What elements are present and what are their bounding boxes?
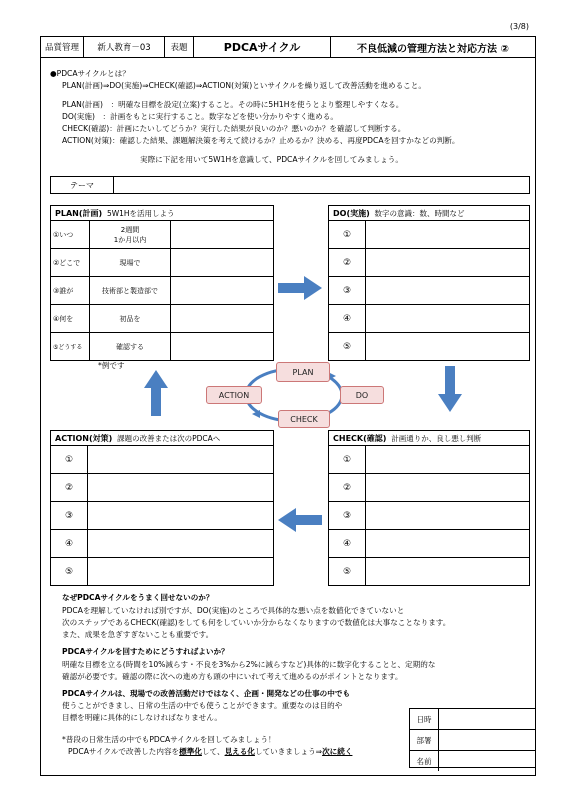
stamp-dept-input[interactable] [439,730,535,750]
tip2-heading: PDCAサイクルを回すためにどうすればよいか？ [62,647,229,656]
check-subtitle: 計画通りか、良し悪し判断 [391,433,482,443]
row-key: ③誰が [51,277,90,305]
table-row [329,277,530,305]
row-input[interactable] [171,277,274,305]
arrow-up-icon [144,370,168,416]
row-input[interactable] [366,502,530,530]
check-title: CHECK(確認) [333,433,387,443]
row-input[interactable] [366,474,530,502]
table-row [329,305,530,333]
stamp-date-label: 日時 [410,709,439,729]
table-row [51,305,274,333]
row-number: ② [329,474,366,502]
cycle-plan: PLAN [276,362,330,382]
plan-definition: PLAN(計画) ：明確な目標を設定(立案)すること。その時に5H1Hを使うとより整理しやすくなる。 [62,100,404,109]
stamp-date-input[interactable] [439,709,535,729]
table-row [51,249,274,277]
row-number: ② [51,474,88,502]
row-number: ⑤ [51,558,88,586]
do-subtitle: 数字の意識：数、時間など [374,208,465,218]
action-definition: ACTION(対策)：確認した結果、課題解決策を考えて続けるか？止めるか？決める、再度PDCAを回すかなどの判断。 [62,136,460,145]
table-row [51,277,274,305]
table-row [51,474,274,502]
row-input[interactable] [366,221,530,249]
footer-note: *普段の日常生活の中でもPDCAサイクルを回してみましょう！ [62,735,276,744]
tip1-text: 次のステップであるCHECK(確認)をしても何をしていいか分からなくなりますので数値化は大事なことなります。 [62,618,451,627]
row-key: ②どこで [51,249,90,277]
plan-table [50,205,274,361]
table-row [329,502,530,530]
category-cell: 品質管理 [41,37,84,57]
row-input[interactable] [171,333,274,361]
theme-input[interactable] [114,177,529,193]
row-input[interactable] [171,221,274,249]
row-number: ② [329,249,366,277]
plan-subtitle: 5W1Hを活用しよう [106,208,175,218]
row-number: ⑤ [329,333,366,361]
check-definition: CHECK(確認)：計画にたいしてどうか？実行した結果が良いのか？悪いのか？を確認して判断する。 [62,124,406,133]
page-title: PDCAサイクル [194,37,331,57]
action-subtitle: 課題の改善または次のPDCAへ [117,433,221,443]
row-number: ① [329,221,366,249]
table-row [329,558,530,586]
table-row [51,333,274,361]
page-number: (3/8) [509,22,529,31]
row-number: ① [329,446,366,474]
row-number: ③ [329,502,366,530]
do-definition: DO(実施) ：計画をもとに実行すること。数字などを使い分かりやすく進める。 [62,112,338,121]
row-input[interactable] [366,277,530,305]
stamp-name-label: 名前 [410,751,439,771]
footer-text: していきましょう⇒ [254,747,323,756]
action-table [50,430,274,586]
footer-emphasis: 見える化 [224,747,255,756]
table-row [329,474,530,502]
cycle-check: CHECK [278,410,330,428]
cycle-do: DO [340,386,384,404]
row-input[interactable] [88,530,274,558]
row-number: ④ [329,305,366,333]
tip1-heading: なぜPDCAサイクルをうまく回せないのか？ [62,593,214,602]
row-input[interactable] [366,249,530,277]
row-value[interactable]: 技術部と製造部で [90,277,171,305]
row-input[interactable] [366,305,530,333]
do-table [328,205,530,361]
course-cell: 新人教育－03 [84,37,165,57]
tip2-text: 明確な目標を立る(時間を10%減らす・不良を3%から2%に減らすなど)具体的に数字化することと、定期的な [62,660,436,669]
page-subtitle: 不良低減の管理方法と対応方法 ② [357,43,509,55]
footer-text: して、 [201,747,225,756]
intro-line: PLAN(計画)⇒DO(実施)⇒CHECK(確認)⇒ACTION(対策)といサイクルを繰り返して改善活動を進めること。 [62,81,426,90]
do-title: DO(実施) [333,208,370,218]
row-key: ⑤どうする [51,333,90,361]
table-row [51,221,274,249]
footer-emphasis: 次に続く [322,747,353,756]
header-bar [40,36,536,58]
example-note: *例です [98,361,125,370]
row-key: ①いつ [51,221,90,249]
row-input[interactable] [88,474,274,502]
row-input[interactable] [171,249,274,277]
theme-row [50,176,530,194]
table-row [51,558,274,586]
row-number: ③ [329,277,366,305]
intro-instruction: 実際に下記を用いて5W1Hを意識して、PDCAサイクルを回してみましょう。 [140,155,403,164]
table-row [329,221,530,249]
arrow-right-icon [278,276,322,300]
plan-title: PLAN(計画) [55,208,103,218]
title-label-cell: 表題 [165,37,194,57]
table-row [51,446,274,474]
tip1-text: また、成果を急ぎすぎないことも重要です。 [62,630,214,639]
table-row [329,446,530,474]
stamp-dept-label: 部署 [410,730,439,750]
check-table [328,430,530,586]
table-row [51,502,274,530]
tip1-text: PDCAを理解していなければ別ですが、DO(実施)のところで具体的な悪い点を数値化できていないと [62,606,405,615]
stamp-box [409,708,536,768]
row-number: ⑤ [329,558,366,586]
action-title: ACTION(対策) [55,433,113,443]
footer-text: PDCAサイクルで改善した内容を [68,747,180,756]
row-value[interactable]: 確認する [90,333,171,361]
row-value[interactable]: 現場で [90,249,171,277]
stamp-name-input[interactable] [439,751,535,771]
row-input[interactable] [171,305,274,333]
row-input[interactable] [88,502,274,530]
row-value-line: 2週間 [120,225,140,234]
table-row [51,530,274,558]
row-number: ④ [51,530,88,558]
row-value[interactable] [90,221,171,249]
tip3-heading: PDCAサイクルは、現場での改善活動だけではなく、企画・開発などの仕事の中でも [62,689,351,698]
row-number: ① [51,446,88,474]
tip2-text: 確認が必要です。確認の際に次への進め方も頭の中にいれて考えて進めるのがポイントとなります。 [62,672,403,681]
table-row [329,333,530,361]
intro-heading: ●PDCAサイクルとは？ [50,69,130,78]
row-value[interactable]: 初品を [90,305,171,333]
row-input[interactable] [88,446,274,474]
row-input[interactable] [366,333,530,361]
row-number: ③ [51,502,88,530]
table-row [329,530,530,558]
row-value-line: 1か月以内 [113,235,147,244]
row-input[interactable] [366,446,530,474]
arrow-left-icon [278,508,322,532]
row-input[interactable] [88,558,274,586]
table-row [329,249,530,277]
footer-line [68,746,352,758]
arrow-down-icon [438,366,462,412]
cycle-action: ACTION [206,386,262,404]
theme-label: テーマ [51,177,114,193]
row-input[interactable] [366,530,530,558]
tip3-text: 使うことができまし、日常の生活の中でも使うことができます。重要なのは目的や [62,701,343,710]
tip3-text: 目標を明確に具体的にしなければなりません。 [62,713,222,722]
row-key: ④何を [51,305,90,333]
row-input[interactable] [366,558,530,586]
footer-emphasis: 標準化 [179,747,202,756]
row-number: ④ [329,530,366,558]
